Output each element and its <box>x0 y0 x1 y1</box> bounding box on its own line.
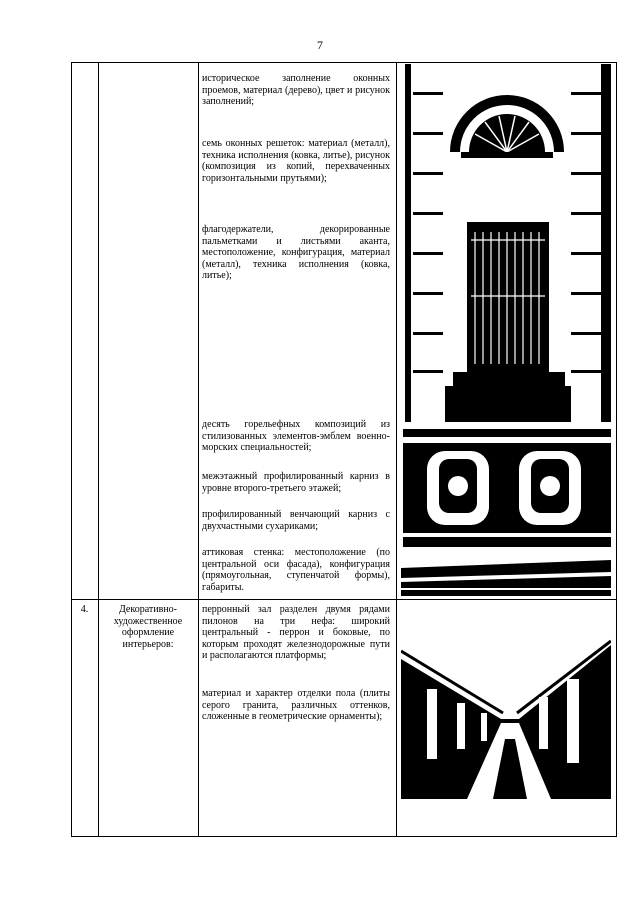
column-divider-3 <box>396 62 397 837</box>
relief-photo <box>403 429 611 547</box>
list-item: семь оконных решеток: материал (металл), техника исполнения (ковка, литье), рисунок (композиция из копий, перехваченных горизонтальными прутьями); <box>202 138 390 184</box>
section-title: Декоративно-художественное оформление интерьеров: <box>113 604 183 650</box>
platform-hall-photo <box>401 639 611 799</box>
list-item: аттиковая стенка: местоположение (по центральной оси фасада), конфигурация (прямоугольная, ступенчатой формы), габариты. <box>202 547 390 593</box>
column-divider-1 <box>98 62 99 837</box>
column-divider-2 <box>198 62 199 837</box>
list-item: флагодержатели, декорированные пальметками и листьями аканта, местоположение, конфигурация, материал (металл), техника исполнения (ковка, литье); <box>202 224 390 281</box>
row-number: 4. <box>80 604 89 615</box>
table-border-left <box>71 62 72 837</box>
page-number: 7 <box>317 38 323 52</box>
window-photo <box>405 64 611 422</box>
monument-table <box>71 62 617 837</box>
table-border-right <box>616 62 617 837</box>
list-item: историческое заполнение оконных проемов, материал (дерево), цвет и рисунок заполнений; <box>202 73 390 107</box>
list-item: десять горельефных композиций из стилизованных элементов-эмблем военно-морских специальностей; <box>202 419 390 453</box>
list-item: профилированный венчающий карниз с двухчастными сухариками; <box>202 509 390 532</box>
attic-photo <box>401 552 611 596</box>
table-border-top <box>71 62 617 63</box>
row-divider <box>71 599 617 600</box>
list-item: материал и характер отделки пола (плиты серого гранита, различных оттенков, сложенные в геометрические орнаменты); <box>202 688 390 722</box>
list-item: перронный зал разделен двумя рядами пилонов на три нефа: широкий центральный - перрон и боковые, по которым проходят железнодорожные пути и располагаются платформы; <box>202 604 390 661</box>
table-border-bottom <box>71 836 617 837</box>
list-item: межэтажный профилированный карниз в уровне второго-третьего этажей; <box>202 471 390 494</box>
